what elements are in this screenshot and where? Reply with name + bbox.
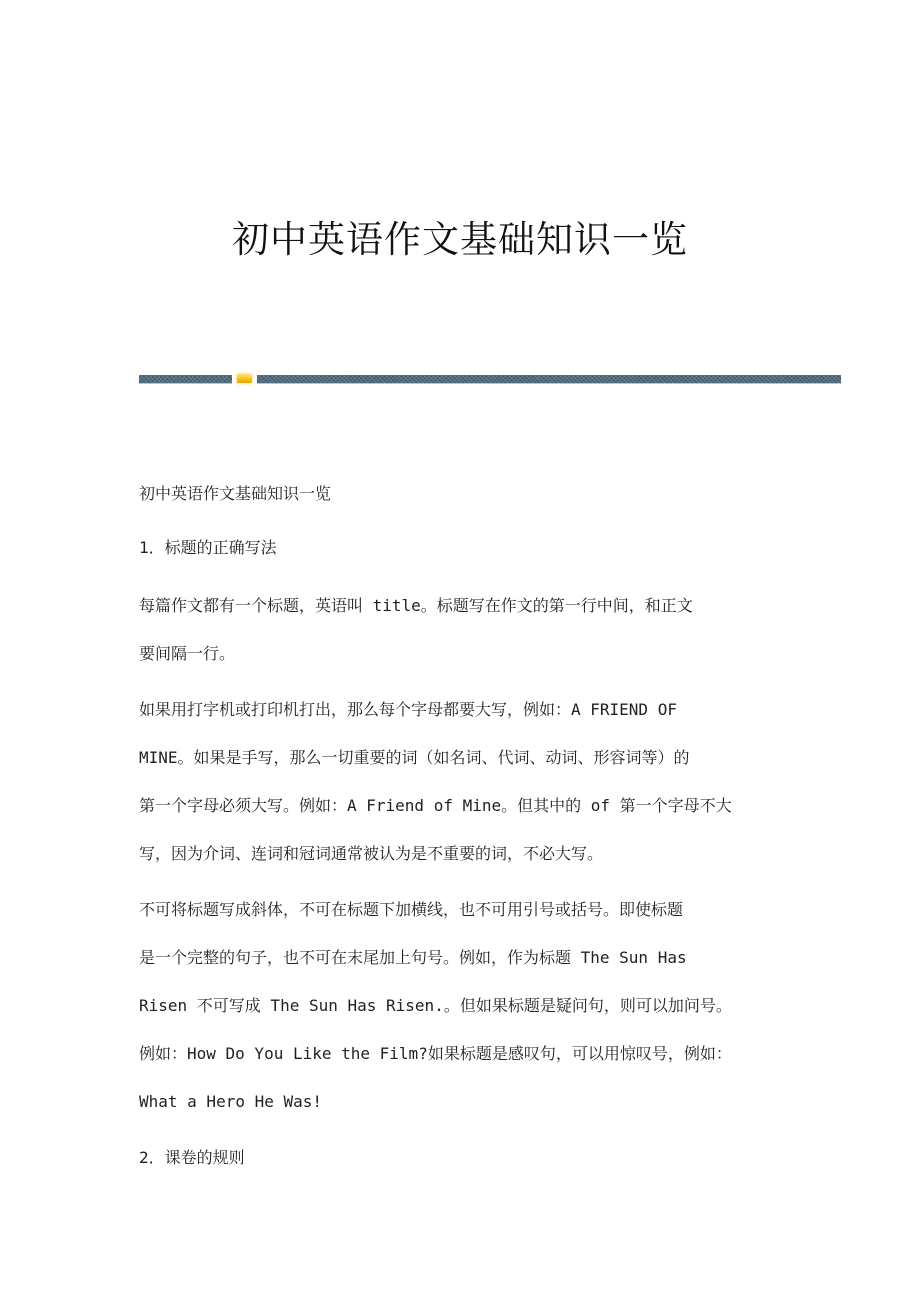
document-title: 初中英语作文基础知识一览 xyxy=(232,218,688,261)
text-line: 是一个完整的句子，也不可在末尾加上句号。例如，作为标题 The Sun Has xyxy=(139,948,687,967)
paragraph-capitalization xyxy=(139,686,789,878)
title-divider xyxy=(139,375,841,384)
text-line: 写，因为介词、连词和冠词通常被认为是不重要的词，不必大写。 xyxy=(139,844,604,863)
text-line: 每篇作文都有一个标题，英语叫 title。标题写在作文的第一行中间，和正文 xyxy=(139,596,693,615)
text-line: 要间隔一行。 xyxy=(139,644,236,663)
section-heading-title-rules: 1．标题的正确写法 xyxy=(139,538,277,557)
text-line: 如果用打字机或打印机打出，那么每个字母都要大写，例如：A FRIEND OF xyxy=(139,700,677,719)
text-line: Risen 不可写成 The Sun Has Risen.。但如果标题是疑问句，则可以加问号。 xyxy=(139,996,732,1015)
text-line: 例如：How Do You Like the Film?如果标题是感叹句，可以用惊叹号，例如： xyxy=(139,1044,732,1063)
text-line: 不可将标题写成斜体，不可在标题下加横线，也不可用引号或括号。即使标题 xyxy=(139,900,684,919)
document-body xyxy=(139,470,789,1192)
divider-bar-left xyxy=(139,375,232,384)
text-line: 第一个字母必须大写。例如：A Friend of Mine。但其中的 of 第一个字母不大 xyxy=(139,796,732,815)
document-subtitle: 初中英语作文基础知识一览 xyxy=(139,484,332,503)
divider-bar-right xyxy=(257,375,841,384)
paragraph-formatting-rules xyxy=(139,886,789,1126)
paragraph-title-intro xyxy=(139,582,789,678)
gold-bar-ornament-icon xyxy=(237,374,252,383)
text-line: MINE。如果是手写，那么一切重要的词（如名词、代词、动词、形容词等）的 xyxy=(139,748,690,767)
text-line: What a Hero He Was! xyxy=(139,1092,323,1111)
section-heading-paper-rules: 2．课卷的规则 xyxy=(139,1148,245,1167)
